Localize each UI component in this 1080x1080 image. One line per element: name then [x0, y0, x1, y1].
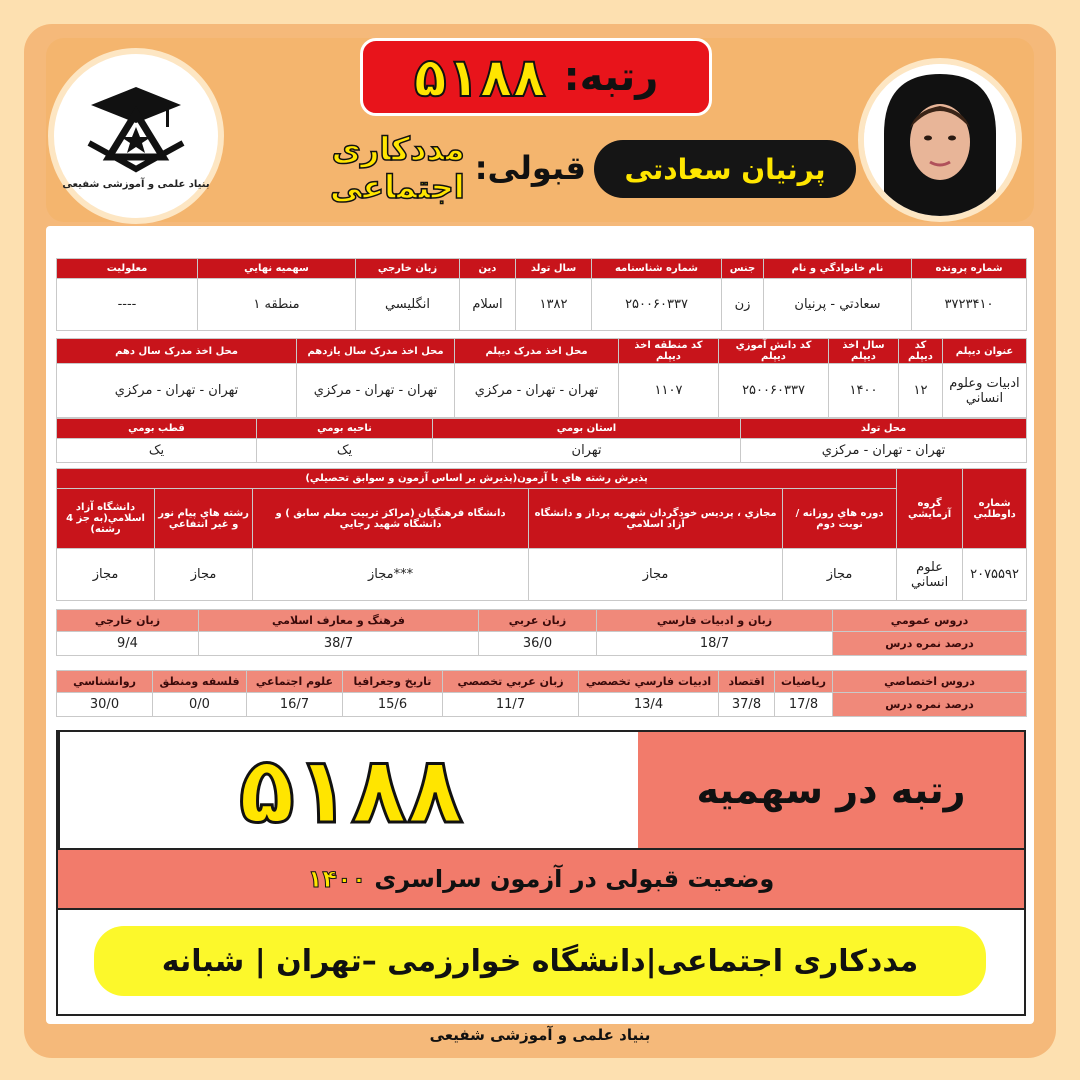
graduation-cap-book-icon [81, 83, 191, 173]
profile-value-row [57, 279, 1027, 331]
general-scores-row [57, 632, 1027, 656]
file-number: ۳۷۲۳۴۱۰ [912, 279, 1027, 331]
header-daily-courses: دوره هاي روزانه / نوبت دوم [783, 489, 897, 549]
grade11-place: تهران - تهران - مرکزي [297, 364, 455, 418]
azad-university-status: مجاز [57, 549, 155, 601]
header-disability: معلوليت [57, 259, 198, 279]
header-volunteer-number: شماره داوطلبي [963, 469, 1027, 549]
subject-history-geography: تاريخ وجغرافيا [343, 671, 443, 693]
profile-header-row [57, 259, 1027, 279]
student-name: پرنیان سعادتی [594, 140, 856, 198]
subject-arabic: زبان عربي [479, 610, 597, 632]
header-exam-group: گروه آزمايشي [897, 469, 963, 549]
location-table [56, 418, 1027, 463]
virtual-pardis-status: مجاز [529, 549, 783, 601]
logo-caption: بنیاد علمی و آموزشی شفیعی [62, 178, 210, 190]
religion: اسلام [460, 279, 516, 331]
header-azad-university: دانشگاه آزاد اسلامي(به جز 4 رشته) [57, 489, 155, 549]
native-province: تهران [433, 439, 741, 463]
location-value-row [57, 439, 1027, 463]
subject-economics: اقتصاد [719, 671, 775, 693]
header-religion: دين [460, 259, 516, 279]
full-name: سعادتي - پرنيان [764, 279, 912, 331]
diploma-header-row [57, 339, 1027, 364]
header-diploma-year: سال اخذ ديپلم [829, 339, 899, 364]
profile-table [56, 258, 1027, 331]
admission-status [58, 850, 1024, 910]
score-economics: 37/8 [719, 693, 775, 717]
diploma-table [56, 338, 1027, 418]
score-arabic: 36/0 [479, 632, 597, 656]
birth-place: تهران - تهران - مرکزي [741, 439, 1027, 463]
native-district: يک [257, 439, 433, 463]
header-grade11-place: محل اخذ مدرک سال يازدهم [297, 339, 455, 364]
header-birth-place: محل تولد [741, 419, 1027, 439]
header-diploma-place: محل اخذ مدرک ديپلم [455, 339, 619, 364]
special-pct-label: درصد نمره درس [833, 693, 1027, 717]
subject-persian-literature: ادبيات فارسي تخصصي [579, 671, 719, 693]
acceptance-heading [216, 130, 586, 206]
header-quota: سهميه نهايي [198, 259, 356, 279]
header-native-province: استان بومي [433, 419, 741, 439]
score-philosophy-logic: 0/0 [153, 693, 247, 717]
result-box [56, 730, 1026, 1016]
student-avatar-icon [864, 64, 1016, 216]
rank-badge [360, 38, 712, 116]
header-grade10-place: محل اخذ مدرک سال دهم [57, 339, 297, 364]
special-scores-row [57, 693, 1027, 717]
foundation-logo [48, 48, 224, 224]
student-photo [858, 58, 1022, 222]
header-region-code: کد منطقه اخذ ديپلم [619, 339, 719, 364]
subject-philosophy-logic: فلسفه ومنطق [153, 671, 247, 693]
farhangian-status: ***مجاز [253, 549, 529, 601]
accepted-major: مددکاری اجتماعی|دانشگاه خوارزمی –تهران | شبانه [94, 926, 986, 996]
admission-header-row [57, 469, 1027, 489]
header-native-pole: قطب بومي [57, 419, 257, 439]
native-pole: يک [57, 439, 257, 463]
header-birth-year: سال تولد [516, 259, 592, 279]
grade10-place: تهران - تهران - مرکزي [57, 364, 297, 418]
header-student-code: کد دانش آموزي ديپلم [719, 339, 829, 364]
admission-subheader-row [57, 489, 1027, 549]
special-row-label: دروس اختصاصي [833, 671, 1027, 693]
header-id-number: شماره شناسنامه [592, 259, 722, 279]
admission-table [56, 468, 1027, 601]
subject-social-sciences: علوم اجتماعي [247, 671, 343, 693]
header-admission-group: پذيرش رشته هاي با آزمون(پذيرش بر اساس آزمون و سوابق تحصيلي) [57, 469, 897, 489]
location-header-row [57, 419, 1027, 439]
header-diploma-code: کد ديپلم [899, 339, 943, 364]
diploma-value-row [57, 364, 1027, 418]
diploma-title: ادبيات وعلوم انساني [943, 364, 1027, 418]
special-subjects-row [57, 671, 1027, 693]
subject-islamic-culture: فرهنگ و معارف اسلامي [199, 610, 479, 632]
header-gender: جنس [722, 259, 764, 279]
header-virtual-pardis: مجازي ، پرديس خودگردان شهريه پرداز و دانشگاه آزاد اسلامي [529, 489, 783, 549]
general-subjects-table [56, 609, 1027, 656]
disability: ---- [57, 279, 198, 331]
special-subjects-table [56, 670, 1027, 717]
score-persian-literature: 13/4 [579, 693, 719, 717]
score-psychology: 30/0 [57, 693, 153, 717]
admission-value-row [57, 549, 1027, 601]
quota: منطقه ۱ [198, 279, 356, 331]
header-file-number: شماره پرونده [912, 259, 1027, 279]
rank-label: رتبه: [563, 54, 659, 100]
subject-persian: زبان و ادبيات فارسي [597, 610, 833, 632]
diploma-place: تهران - تهران - مرکزي [455, 364, 619, 418]
exam-group: علوم انساني [897, 549, 963, 601]
accept-label: قبولی: [474, 149, 586, 187]
birth-year: ۱۳۸۲ [516, 279, 592, 331]
subject-math: رياضيات [775, 671, 833, 693]
score-persian: 18/7 [597, 632, 833, 656]
foreign-language: انگليسي [356, 279, 460, 331]
student-code: ۲۵۰۰۶۰۳۳۷ [719, 364, 829, 418]
status-text: وضعیت قبولی در آزمون سراسری [374, 865, 775, 893]
score-history-geography: 15/6 [343, 693, 443, 717]
payam-noor-status: مجاز [155, 549, 253, 601]
volunteer-number: ۲۰۷۵۵۹۲ [963, 549, 1027, 601]
header-full-name: نام خانوادگي و نام [764, 259, 912, 279]
general-pct-label: درصد نمره درس [833, 632, 1027, 656]
score-social-sciences: 16/7 [247, 693, 343, 717]
gender: زن [722, 279, 764, 331]
score-foreign-language: 9/4 [57, 632, 199, 656]
daily-courses-status: مجاز [783, 549, 897, 601]
quota-rank-value: ۵۱۸۸ [58, 732, 642, 850]
general-row-label: دروس عمومي [833, 610, 1027, 632]
header-diploma-title: عنوان ديپلم [943, 339, 1027, 364]
header-payam-noor: رشته هاي پيام نور و غير انتفاعي [155, 489, 253, 549]
diploma-code: ۱۲ [899, 364, 943, 418]
header-foreign-language: زبان خارجي [356, 259, 460, 279]
quota-rank-label: رتبه در سهمیه [638, 732, 1024, 850]
score-math: 17/8 [775, 693, 833, 717]
footer-text: بنیاد علمی و آموزشی شفیعی [429, 1026, 651, 1044]
subject-arabic-special: زبان عربي تخصصي [443, 671, 579, 693]
diploma-year: ۱۴۰۰ [829, 364, 899, 418]
header-native-district: ناحيه بومي [257, 419, 433, 439]
id-number: ۲۵۰۰۶۰۳۳۷ [592, 279, 722, 331]
subject-foreign-language: زبان خارجي [57, 610, 199, 632]
score-islamic-culture: 38/7 [199, 632, 479, 656]
accept-value: مددکاری اجتماعی [329, 130, 465, 206]
score-arabic-special: 11/7 [443, 693, 579, 717]
region-code: ۱۱۰۷ [619, 364, 719, 418]
status-year: ۱۴۰۰ [307, 865, 367, 893]
subject-psychology: روانشناسي [57, 671, 153, 693]
general-subjects-row [57, 610, 1027, 632]
rank-value: ۵۱۸۸ [413, 45, 546, 109]
header-farhangian: دانشگاه فرهنگيان (مراکز تربيت معلم سابق ) و دانشگاه شهيد رجايي [253, 489, 529, 549]
